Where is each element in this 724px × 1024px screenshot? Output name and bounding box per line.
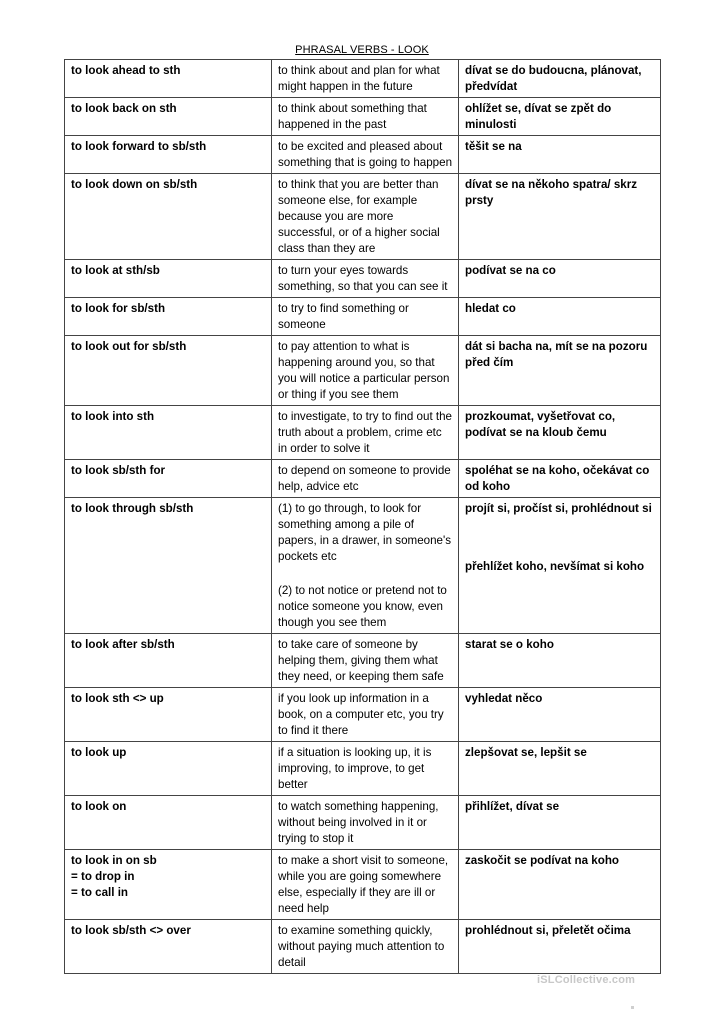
- table-row: [65, 742, 661, 796]
- czech-translation-cell: [459, 98, 661, 136]
- definition-cell: [272, 336, 459, 406]
- definition-text: if you look up information in a book, on a computer etc, you try to find it there: [278, 692, 444, 737]
- table-row: [65, 920, 661, 974]
- definition-text: to try to find something or someone: [278, 302, 409, 331]
- phrasal-verb-cell: [65, 336, 272, 406]
- czech-translation-cell: [459, 688, 661, 742]
- definition-cell: [272, 796, 459, 850]
- definition-cell: [272, 98, 459, 136]
- definition-cell: [272, 634, 459, 688]
- czech-translation-cell: [459, 850, 661, 920]
- phrasal-verb-cell: [65, 498, 272, 634]
- phrasal-verb-text: to look sb/sth for: [71, 464, 166, 477]
- phrasal-verb-text: to look at sth/sb: [71, 264, 160, 277]
- czech-translation-text: zaskočit se podívat na koho: [465, 854, 619, 867]
- phrasal-verb-text: to look in on sb: [71, 854, 157, 867]
- czech-translation-text: spoléhat se na koho, očekávat co od koho: [465, 464, 650, 493]
- phrasal-verb-cell: [65, 920, 272, 974]
- phrasal-verb-text: to look up: [71, 746, 127, 759]
- czech-translation-cell: [459, 298, 661, 336]
- definition-cell: [272, 298, 459, 336]
- definition-text: to make a short visit to someone, while you are going somewhere else, especially if they are ill or need help: [278, 854, 449, 915]
- table-row: [65, 634, 661, 688]
- definition-text: to turn your eyes towards something, so that you can see it: [278, 264, 448, 293]
- czech-translation-cell: [459, 174, 661, 260]
- phrasal-verb-cell: [65, 136, 272, 174]
- czech-translation-cell: [459, 634, 661, 688]
- definition-text: to depend on someone to provide help, advice etc: [278, 464, 451, 493]
- definition-cell: [272, 136, 459, 174]
- czech-translation-cell: [459, 742, 661, 796]
- definition-text: to think about and plan for what might happen in the future: [278, 64, 440, 93]
- czech-translation-text: ohlížet se, dívat se zpět do minulosti: [465, 102, 612, 131]
- czech-translation-cell: [459, 336, 661, 406]
- phrasal-verb-cell: [65, 60, 272, 98]
- phrasal-verb-cell: [65, 260, 272, 298]
- table-row: [65, 850, 661, 920]
- phrasal-verb-text: to look through sb/sth: [71, 502, 194, 515]
- definition-text: to be excited and pleased about something that is going to happen: [278, 140, 453, 169]
- phrasal-verbs-table: [64, 59, 661, 974]
- phrasal-verb-text: to look down on sb/sth: [71, 178, 198, 191]
- definition-text: (2) to not notice or pretend not to notice someone you know, even though you see them: [278, 584, 447, 629]
- table-row: [65, 136, 661, 174]
- phrasal-verb-text: to look sb/sth <> over: [71, 924, 191, 937]
- spacer: [465, 517, 655, 559]
- table-row: [65, 260, 661, 298]
- phrasal-verb-text: = to call in: [71, 886, 129, 899]
- czech-translation-text: přehlížet koho, nevšímat si koho: [465, 560, 645, 573]
- phrasal-verb-text: to look on: [71, 800, 127, 813]
- phrasal-verb-text: to look for sb/sth: [71, 302, 166, 315]
- definition-text: to watch something happening, without being involved in it or trying to stop it: [278, 800, 439, 845]
- phrasal-verb-cell: [65, 298, 272, 336]
- czech-translation-text: dívat se na někoho spatra/ skrz prsty: [465, 178, 638, 207]
- definition-text: (1) to go through, to look for something among a pile of papers, in a drawer, in someone's pockets etc: [278, 502, 451, 563]
- czech-translation-cell: [459, 498, 661, 634]
- definition-text: to investigate, to try to find out the truth about a problem, crime etc in order to solve it: [278, 410, 453, 455]
- definition-cell: [272, 498, 459, 634]
- definition-text: to take care of someone by helping them, giving them what they need, or keeping them safe: [278, 638, 444, 683]
- definition-text: to pay attention to what is happening around you, so that you will notice a particular person or thing if you see them: [278, 340, 450, 401]
- czech-translation-cell: [459, 406, 661, 460]
- phrasal-verb-cell: [65, 98, 272, 136]
- table-row: [65, 98, 661, 136]
- phrasal-verb-text: to look after sb/sth: [71, 638, 175, 651]
- phrasal-verb-text: to look out for sb/sth: [71, 340, 187, 353]
- czech-translation-cell: [459, 460, 661, 498]
- table-body: [65, 60, 661, 974]
- czech-translation-text: těšit se na: [465, 140, 522, 153]
- czech-translation-text: projít si, pročíst si, prohlédnout si: [465, 502, 652, 515]
- spacer: [278, 565, 453, 583]
- phrasal-verb-cell: [65, 688, 272, 742]
- page-title: PHRASAL VERBS - LOOK: [295, 44, 429, 56]
- definition-cell: [272, 174, 459, 260]
- definition-cell: [272, 742, 459, 796]
- definition-cell: [272, 920, 459, 974]
- czech-translation-text: vyhledat něco: [465, 692, 543, 705]
- phrasal-verb-text: to look ahead to sth: [71, 64, 181, 77]
- table-row: [65, 796, 661, 850]
- watermark: iSLCollective.com: [537, 974, 636, 986]
- czech-translation-cell: [459, 260, 661, 298]
- phrasal-verb-text: to look into sth: [71, 410, 155, 423]
- decorative-dot: [631, 1006, 634, 1009]
- czech-translation-text: zlepšovat se, lepšit se: [465, 746, 587, 759]
- table-row: [65, 174, 661, 260]
- phrasal-verb-text: = to drop in: [71, 870, 135, 883]
- czech-translation-text: dívat se do budoucna, plánovat, předvídat: [465, 64, 642, 93]
- table-row: [65, 298, 661, 336]
- definition-cell: [272, 260, 459, 298]
- phrasal-verb-cell: [65, 406, 272, 460]
- table-row: [65, 688, 661, 742]
- definition-text: to think that you are better than someone else, for example because you are more successful, or of a higher social class than they are: [278, 178, 440, 255]
- definition-cell: [272, 60, 459, 98]
- definition-cell: [272, 460, 459, 498]
- czech-translation-cell: [459, 796, 661, 850]
- czech-translation-text: dát si bacha na, mít se na pozoru před čím: [465, 340, 648, 369]
- definition-cell: [272, 850, 459, 920]
- phrasal-verb-text: to look back on sth: [71, 102, 177, 115]
- czech-translation-cell: [459, 136, 661, 174]
- phrasal-verb-cell: [65, 796, 272, 850]
- czech-translation-cell: [459, 920, 661, 974]
- phrasal-verb-text: to look forward to sb/sth: [71, 140, 207, 153]
- table-row: [65, 336, 661, 406]
- phrasal-verb-cell: [65, 742, 272, 796]
- phrasal-verb-cell: [65, 174, 272, 260]
- table-row: [65, 406, 661, 460]
- czech-translation-text: prohlédnout si, přeletět očima: [465, 924, 631, 937]
- definition-text: if a situation is looking up, it is improving, to improve, to get better: [278, 746, 432, 791]
- czech-translation-text: prozkoumat, vyšetřovat co, podívat se na kloub čemu: [465, 410, 616, 439]
- czech-translation-text: podívat se na co: [465, 264, 556, 277]
- definition-cell: [272, 406, 459, 460]
- czech-translation-text: starat se o koho: [465, 638, 554, 651]
- phrasal-verb-cell: [65, 850, 272, 920]
- table-row: [65, 460, 661, 498]
- table-row: [65, 498, 661, 634]
- table-row: [65, 60, 661, 98]
- czech-translation-cell: [459, 60, 661, 98]
- phrasal-verb-text: to look sth <> up: [71, 692, 164, 705]
- definition-text: to examine something quickly, without paying much attention to detail: [278, 924, 445, 969]
- czech-translation-text: přihlížet, dívat se: [465, 800, 560, 813]
- czech-translation-text: hledat co: [465, 302, 516, 315]
- definition-text: to think about something that happened in the past: [278, 102, 427, 131]
- phrasal-verb-cell: [65, 634, 272, 688]
- phrasal-verb-cell: [65, 460, 272, 498]
- definition-cell: [272, 688, 459, 742]
